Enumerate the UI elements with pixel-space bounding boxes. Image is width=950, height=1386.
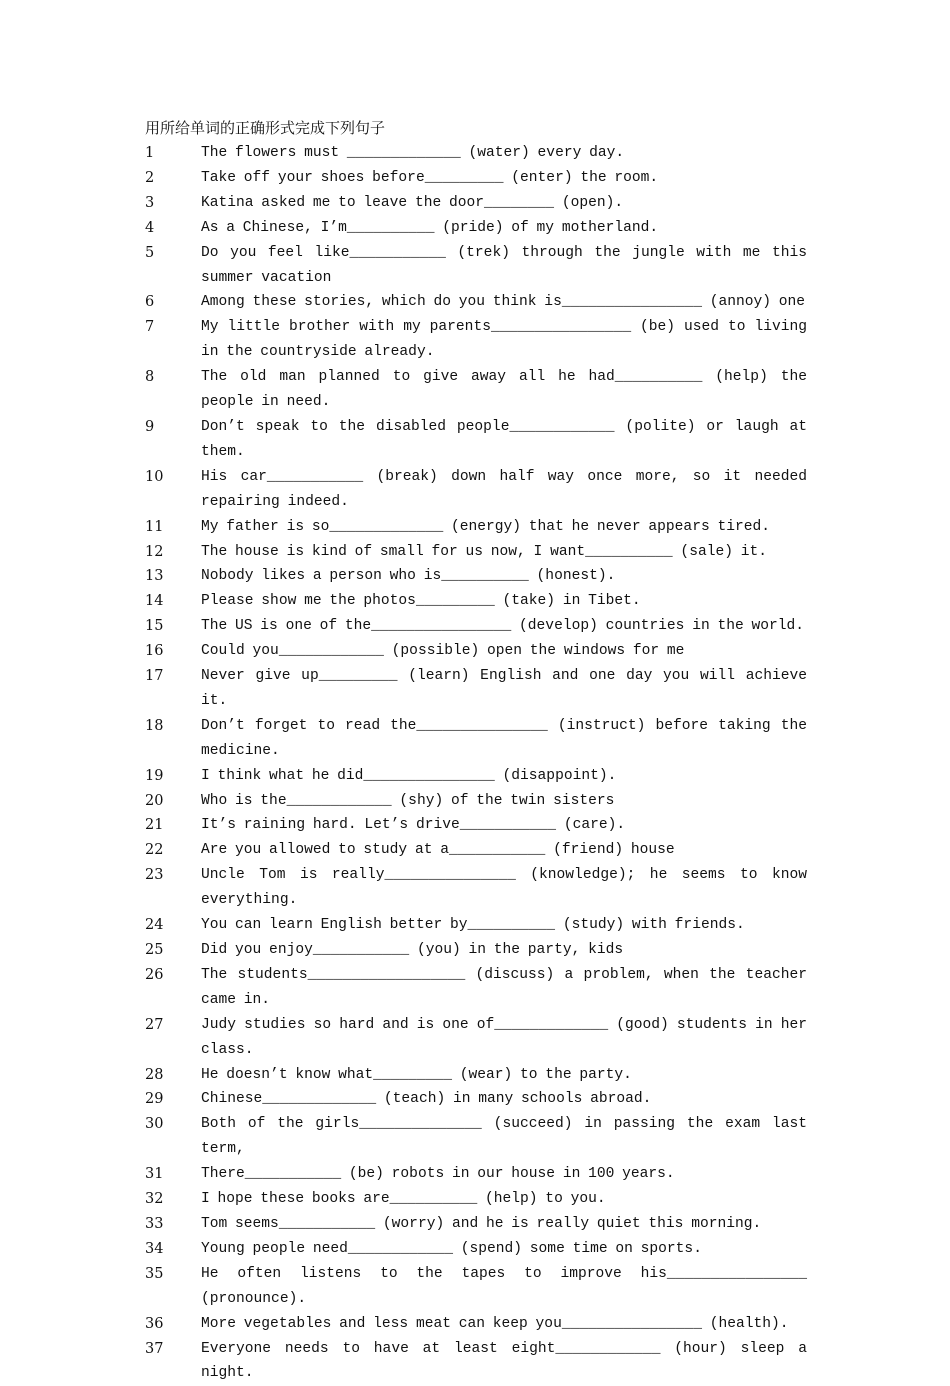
question-text: The house is kind of small for us now, I want__________ (sale) it. <box>201 540 807 565</box>
question-text: Both of the girls______________ (succeed) in passing the exam last term, <box>201 1112 807 1162</box>
question-text: You can learn English better by__________ (study) with friends. <box>201 913 807 938</box>
question-item <box>145 141 807 166</box>
question-item <box>145 1312 807 1337</box>
question-text: Judy studies so hard and is one of_____________ (good) students in her class. <box>201 1013 807 1063</box>
question-number: 13 <box>145 564 201 589</box>
question-item <box>145 1262 807 1312</box>
question-number: 6 <box>145 290 201 315</box>
question-item <box>145 1187 807 1212</box>
question-number: 9 <box>145 415 201 440</box>
question-text: Chinese_____________ (teach) in many schools abroad. <box>201 1087 807 1112</box>
question-item <box>145 913 807 938</box>
question-text: The flowers must _____________ (water) every day. <box>201 141 807 166</box>
question-number: 17 <box>145 664 201 689</box>
question-text: More vegetables and less meat can keep you________________ (health). <box>201 1312 807 1337</box>
question-number: 5 <box>145 241 201 266</box>
question-item <box>145 465 807 515</box>
question-item <box>145 863 807 913</box>
question-text: Katina asked me to leave the door________ (open). <box>201 191 807 216</box>
question-item <box>145 963 807 1013</box>
question-text: Who is the____________ (shy) of the twin sisters <box>201 789 807 814</box>
question-text: Young people need____________ (spend) some time on sports. <box>201 1237 807 1262</box>
question-number: 7 <box>145 315 201 340</box>
question-text: Are you allowed to study at a___________ (friend) house <box>201 838 807 863</box>
question-item <box>145 1087 807 1112</box>
question-item <box>145 216 807 241</box>
question-number: 21 <box>145 813 201 838</box>
question-number: 19 <box>145 764 201 789</box>
question-number: 1 <box>145 141 201 166</box>
question-item <box>145 614 807 639</box>
question-item <box>145 1162 807 1187</box>
question-number: 4 <box>145 216 201 241</box>
question-list <box>145 141 807 1386</box>
question-number: 28 <box>145 1063 201 1088</box>
question-text: I hope these books are__________ (help) to you. <box>201 1187 807 1212</box>
question-item <box>145 664 807 714</box>
question-text: Take off your shoes before_________ (enter) the room. <box>201 166 807 191</box>
question-text: Uncle Tom is really_______________ (knowledge); he seems to know everything. <box>201 863 807 913</box>
question-item <box>145 1112 807 1162</box>
question-text: My little brother with my parents________________ (be) used to living in the countryside already. <box>201 315 807 365</box>
question-item <box>145 1212 807 1237</box>
question-number: 20 <box>145 789 201 814</box>
question-number: 36 <box>145 1312 201 1337</box>
question-number: 3 <box>145 191 201 216</box>
question-item <box>145 1063 807 1088</box>
question-text: I think what he did_______________ (disappoint). <box>201 764 807 789</box>
worksheet-title: 用所给单词的正确形式完成下列句子 <box>145 116 385 140</box>
question-number: 26 <box>145 963 201 988</box>
question-number: 35 <box>145 1262 201 1287</box>
question-item <box>145 764 807 789</box>
question-number: 10 <box>145 465 201 490</box>
question-number: 37 <box>145 1337 201 1362</box>
question-item <box>145 515 807 540</box>
question-text: Did you enjoy___________ (you) in the party, kids <box>201 938 807 963</box>
question-number: 34 <box>145 1237 201 1262</box>
question-text: The students__________________ (discuss) a problem, when the teacher came in. <box>201 963 807 1013</box>
question-item <box>145 639 807 664</box>
question-number: 16 <box>145 639 201 664</box>
question-item <box>145 415 807 465</box>
question-item <box>145 315 807 365</box>
question-number: 2 <box>145 166 201 191</box>
question-number: 24 <box>145 913 201 938</box>
question-item <box>145 789 807 814</box>
question-text: As a Chinese, I’m__________ (pride) of my motherland. <box>201 216 807 241</box>
question-item <box>145 166 807 191</box>
question-text: Never give up_________ (learn) English and one day you will achieve it. <box>201 664 807 714</box>
question-text: He often listens to the tapes to improve his________________ (pronounce). <box>201 1262 807 1312</box>
question-number: 8 <box>145 365 201 390</box>
question-number: 32 <box>145 1187 201 1212</box>
question-text: Don’t speak to the disabled people____________ (polite) or laugh at them. <box>201 415 807 465</box>
question-number: 25 <box>145 938 201 963</box>
question-text: He doesn’t know what_________ (wear) to the party. <box>201 1063 807 1088</box>
question-item <box>145 540 807 565</box>
question-text: Could you____________ (possible) open the windows for me <box>201 639 807 664</box>
question-number: 29 <box>145 1087 201 1112</box>
question-text: Do you feel like___________ (trek) through the jungle with me this summer vacation <box>201 241 807 291</box>
question-number: 30 <box>145 1112 201 1137</box>
question-item <box>145 714 807 764</box>
question-text: Everyone needs to have at least eight____________ (hour) sleep a night. <box>201 1337 807 1386</box>
question-text: Please show me the photos_________ (take) in Tibet. <box>201 589 807 614</box>
question-number: 23 <box>145 863 201 888</box>
question-number: 14 <box>145 589 201 614</box>
question-item <box>145 1237 807 1262</box>
question-number: 18 <box>145 714 201 739</box>
question-text: Don’t forget to read the_______________ (instruct) before taking the medicine. <box>201 714 807 764</box>
question-number: 11 <box>145 515 201 540</box>
question-item <box>145 813 807 838</box>
question-item <box>145 589 807 614</box>
question-text: There___________ (be) robots in our house in 100 years. <box>201 1162 807 1187</box>
question-text: My father is so_____________ (energy) that he never appears tired. <box>201 515 807 540</box>
question-number: 12 <box>145 540 201 565</box>
question-item <box>145 290 807 315</box>
question-text: Tom seems___________ (worry) and he is really quiet this morning. <box>201 1212 807 1237</box>
question-number: 15 <box>145 614 201 639</box>
question-number: 27 <box>145 1013 201 1038</box>
question-text: Among these stories, which do you think is________________ (annoy) one <box>201 290 807 315</box>
question-number: 31 <box>145 1162 201 1187</box>
question-item <box>145 191 807 216</box>
question-text: The old man planned to give away all he had__________ (help) the people in need. <box>201 365 807 415</box>
question-number: 22 <box>145 838 201 863</box>
question-text: His car___________ (break) down half way once more, so it needed repairing indeed. <box>201 465 807 515</box>
question-item <box>145 564 807 589</box>
question-item <box>145 365 807 415</box>
question-item <box>145 838 807 863</box>
question-item <box>145 938 807 963</box>
question-item <box>145 1013 807 1063</box>
question-text: The US is one of the________________ (develop) countries in the world. <box>201 614 807 639</box>
question-item <box>145 241 807 291</box>
question-text: It’s raining hard. Let’s drive___________ (care). <box>201 813 807 838</box>
question-text: Nobody likes a person who is__________ (honest). <box>201 564 807 589</box>
question-number: 33 <box>145 1212 201 1237</box>
